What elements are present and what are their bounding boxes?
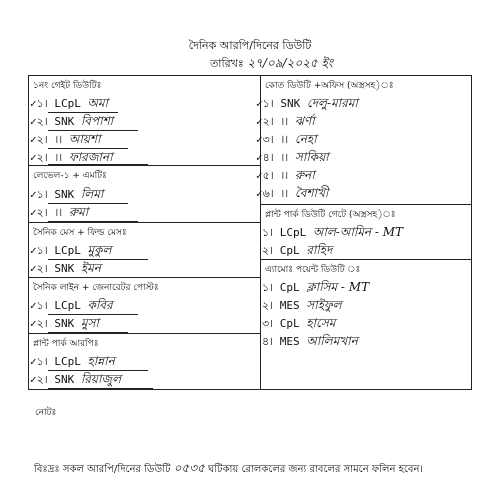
underline	[48, 221, 138, 222]
note-label: নোটঃ	[35, 408, 57, 418]
date-line	[210, 55, 333, 75]
section-title: ১নং গেইট ডিউটিঃ	[33, 81, 102, 91]
page-title: দৈনিক আরপি/দিনের ডিউটি	[188, 39, 312, 52]
duty-entry: ✓৫। ।। রুনা	[256, 168, 315, 182]
duty-entry: ✓২। SNK রিয়াজুল	[30, 372, 122, 386]
duty-entry: ✓২। ।। আয়শা	[30, 132, 101, 146]
underline	[48, 388, 153, 389]
duty-entry: ✓৩। ।। নেহা	[256, 132, 317, 146]
duty-entry: ✓১। SNK দেলু-মারমা	[256, 96, 358, 110]
section-title: প্লান্ট পার্ক আরপিঃ	[33, 339, 99, 349]
date-label: তারিখঃ	[210, 57, 244, 70]
footer-suffix: ঘটিকায় রোলকলের জন্য রাবলের সামনে ফলিন হবেন।	[208, 464, 423, 475]
section-title: লেভেল-১ + এমটিঃ	[33, 171, 107, 181]
duty-entry: ১। LCpL আল-আমিন - MT	[262, 225, 404, 239]
underline	[48, 332, 128, 333]
duty-entry: ✓১। LCpL অমা	[30, 96, 108, 110]
section-title: এ্যামোঃ পয়েন্ট ডিউটি ঃ	[265, 265, 361, 275]
footer-prefix: বিঃদ্রঃ সকল আরপি/দিনের ডিউটি	[34, 464, 171, 475]
duty-entry: ✓১। LCpL কবির	[30, 298, 113, 312]
duty-entry: ৪। MES আলিমখান	[262, 334, 358, 348]
duty-entry: ✓২। ।। ঝর্ণা	[256, 114, 315, 128]
duty-entry: ✓২। SNK মুসা	[30, 316, 99, 330]
duty-entry: ১। CpL ক্লাসিম - MT	[262, 280, 370, 294]
section-title: প্লান্ট পার্ক ডিউটি গেটে (অস্ত্রসহ)ঃ	[265, 210, 396, 220]
duty-entry: ✓১। LCpL মুকুল	[30, 243, 112, 257]
duty-entry: ✓২। SNK বিপাশা	[30, 114, 114, 128]
section-title: সৈনিক মেস + ফিল্ড মেসঃ	[33, 228, 127, 238]
duty-entry: ✓১। SNK লিমা	[30, 187, 104, 201]
duty-entry: ৩। CpL হাসেম	[262, 316, 336, 330]
duty-entry: ২। MES সাইফুল	[262, 298, 342, 312]
underline	[48, 164, 148, 165]
footer-note	[34, 460, 474, 480]
duty-entry: ✓২। ।। রুমা	[30, 205, 89, 219]
duty-entry: ✓২। SNK ইমন	[30, 261, 101, 275]
footer-time: ০৫৩৫	[173, 461, 205, 475]
date-value: ২৭/০৯/২০২৫ ইং	[247, 56, 333, 70]
section-title: কোত ডিউটি +অফিস (অস্ত্রসহ)ঃ	[265, 81, 394, 91]
duty-entry: ✓১। LCpL হান্নান	[30, 354, 115, 368]
section-title: সৈনিক লাইন + জেনারেটর পোস্টঃ	[33, 283, 159, 293]
duty-entry: ২। CpL রাহিদ	[262, 243, 333, 257]
duty-entry: ✓৪। ।। সাকিয়া	[256, 150, 329, 164]
duty-entry: ✓৬। ।। বৈশাখী	[256, 186, 329, 200]
duty-entry: ✓২। ।। ফারজানা	[30, 150, 113, 164]
